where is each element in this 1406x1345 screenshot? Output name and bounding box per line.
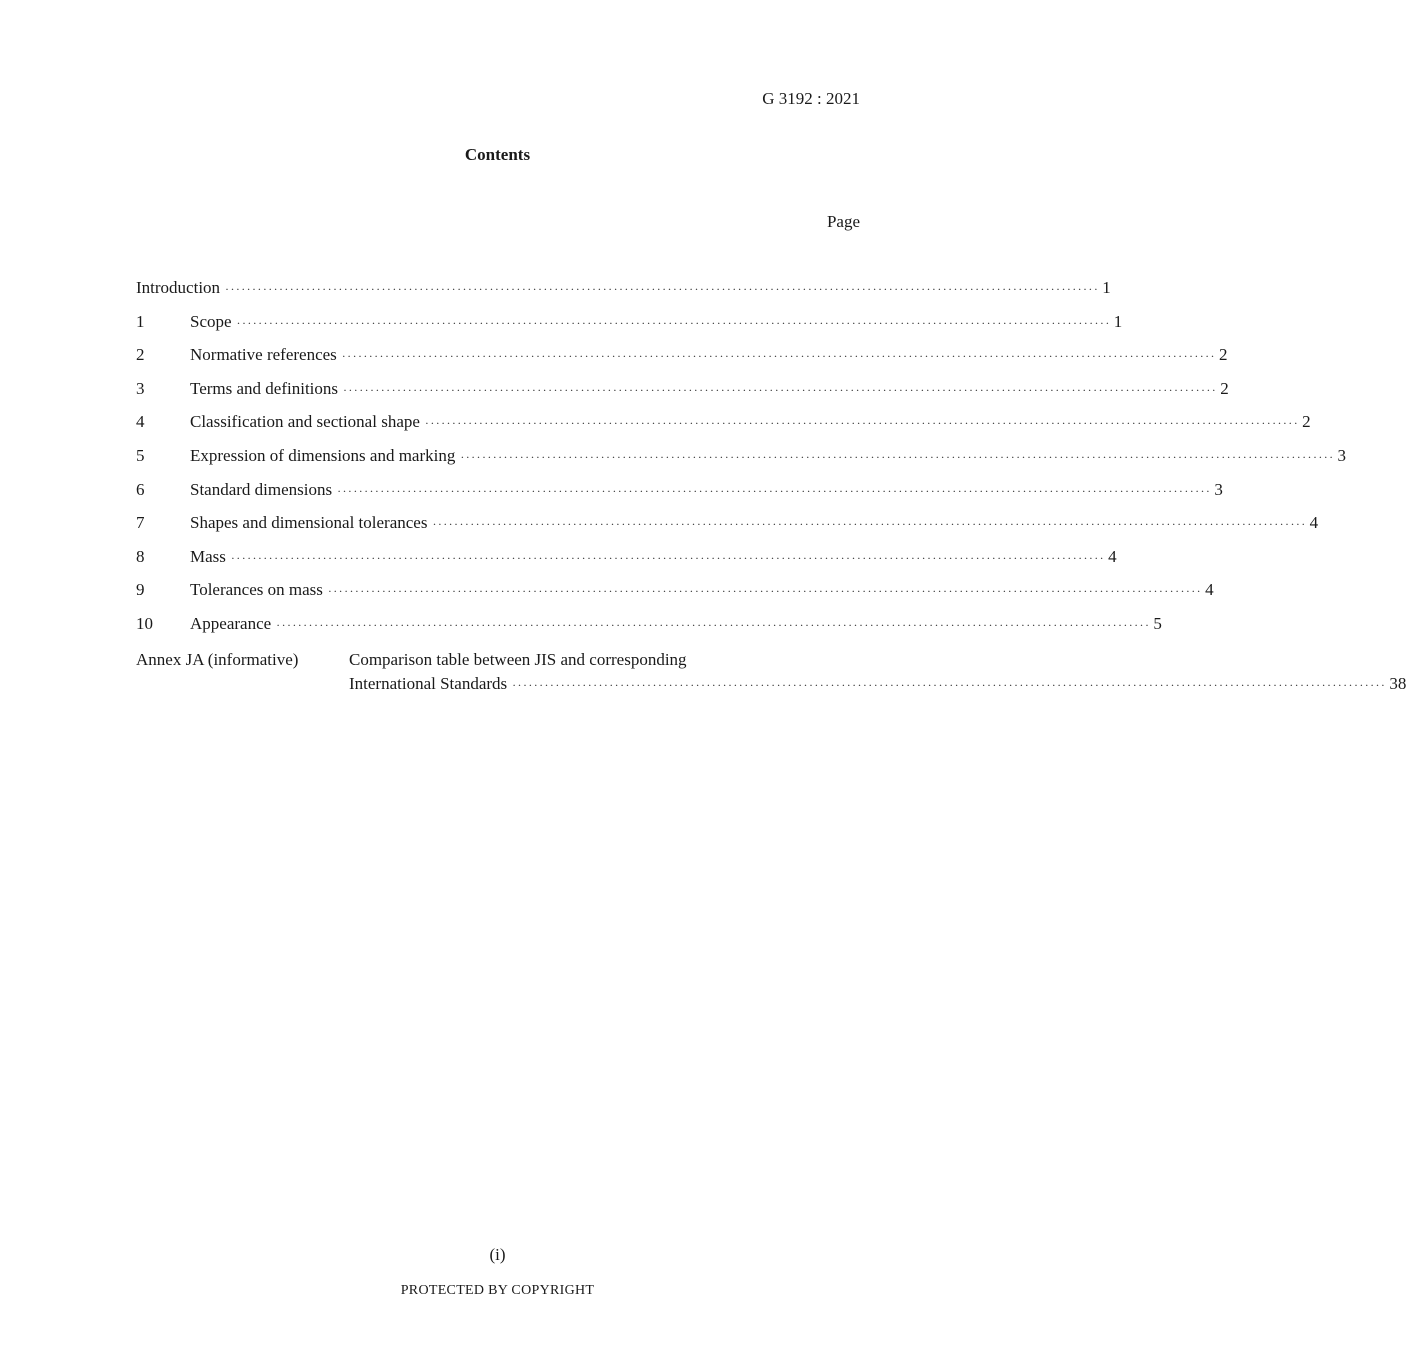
toc-entry-number: 5: [136, 445, 145, 465]
dot-leader: [460, 447, 1334, 467]
toc-entry-number: 7: [136, 513, 145, 533]
toc-entry-number: 10: [136, 613, 153, 633]
toc-entry-label: Introduction: [136, 278, 221, 297]
toc-entry-number: 4: [136, 412, 145, 432]
toc-entry-label: Terms and definitions: [190, 378, 339, 398]
toc-entry-page: 5: [1153, 613, 1162, 633]
toc-entry-page: 38: [1389, 673, 1406, 693]
toc-entry-number: 6: [136, 479, 145, 499]
dot-leader: [432, 514, 1306, 534]
toc-entry-shapes-tolerances[interactable]: [136, 513, 1319, 547]
dot-leader: [225, 279, 1099, 299]
document-id: G 3192 : 2021: [762, 89, 860, 108]
toc-entry-scope[interactable]: [136, 311, 1123, 346]
toc-entry-expression-dimensions[interactable]: [136, 445, 1347, 480]
toc-entry-tolerances-mass[interactable]: [136, 580, 1214, 614]
annex-identifier: Annex JA (informative): [136, 649, 299, 669]
dot-leader: [328, 581, 1202, 601]
dot-leader: [237, 313, 1111, 333]
dot-leader: [343, 380, 1217, 400]
dot-leader: [276, 615, 1150, 635]
annex-title-line-2-row: [349, 672, 1406, 697]
annex-title-line-1: Comparison table between JIS and corresponding: [349, 649, 687, 669]
toc-entry-label: Appearance: [190, 613, 272, 633]
toc-entry-appearance[interactable]: [136, 613, 1162, 648]
toc-entry-label: Normative references: [190, 345, 337, 365]
dot-leader: [231, 548, 1105, 568]
dot-leader: [342, 346, 1216, 366]
toc-title: Contents: [464, 145, 531, 164]
toc-entry-classification[interactable]: [136, 412, 1311, 446]
toc-entry-page: 3: [1214, 479, 1223, 499]
toc-entry-number: 2: [136, 345, 145, 365]
table-of-contents: [136, 278, 1406, 697]
toc-entry-number: 8: [136, 546, 145, 566]
toc-entry-page: 2: [1220, 378, 1229, 398]
toc-entry-normative-references[interactable]: [136, 345, 1228, 379]
toc-entry-label: Tolerances on mass: [190, 580, 323, 600]
toc-entry-number: 3: [136, 378, 145, 398]
dot-leader: [512, 673, 1386, 697]
toc-entry-label: Shapes and dimensional tolerances: [190, 513, 428, 533]
toc-entry-page: 1: [1113, 311, 1123, 331]
toc-entry-page: 1: [1102, 278, 1111, 297]
toc-entry-label: Mass: [190, 546, 226, 566]
toc-entry-label: Scope: [190, 311, 232, 331]
toc-entry-page: 2: [1302, 412, 1311, 432]
toc-entry-label: Classification and sectional shape: [190, 412, 420, 432]
toc-entry-page: 4: [1309, 513, 1319, 533]
toc-entry-annex-ja[interactable]: [136, 648, 1406, 697]
toc-entry-page: 4: [1205, 580, 1214, 600]
annex-title-line-2: International Standards: [349, 673, 508, 693]
toc-entry-introduction[interactable]: [136, 278, 1111, 312]
footer-page-number: (i): [489, 1245, 506, 1264]
toc-entry-page: 2: [1218, 345, 1228, 365]
dot-leader: [337, 481, 1211, 501]
toc-entry-mass[interactable]: [136, 546, 1117, 581]
dot-leader: [425, 413, 1299, 433]
toc-entry-label: Standard dimensions: [190, 479, 333, 499]
toc-entry-page: 3: [1337, 445, 1347, 465]
toc-entry-number: 1: [136, 311, 145, 331]
toc-entry-page: 4: [1108, 546, 1117, 566]
footer-copyright: PROTECTED BY COPYRIGHT: [400, 1283, 595, 1298]
toc-entry-number: 9: [136, 580, 145, 600]
page-column-label: Page: [826, 212, 860, 231]
annex-title: [349, 648, 1406, 697]
toc-entry-label: Expression of dimensions and marking: [190, 445, 456, 465]
toc-entry-terms-definitions[interactable]: [136, 378, 1229, 413]
toc-entry-standard-dimensions[interactable]: [136, 479, 1223, 514]
